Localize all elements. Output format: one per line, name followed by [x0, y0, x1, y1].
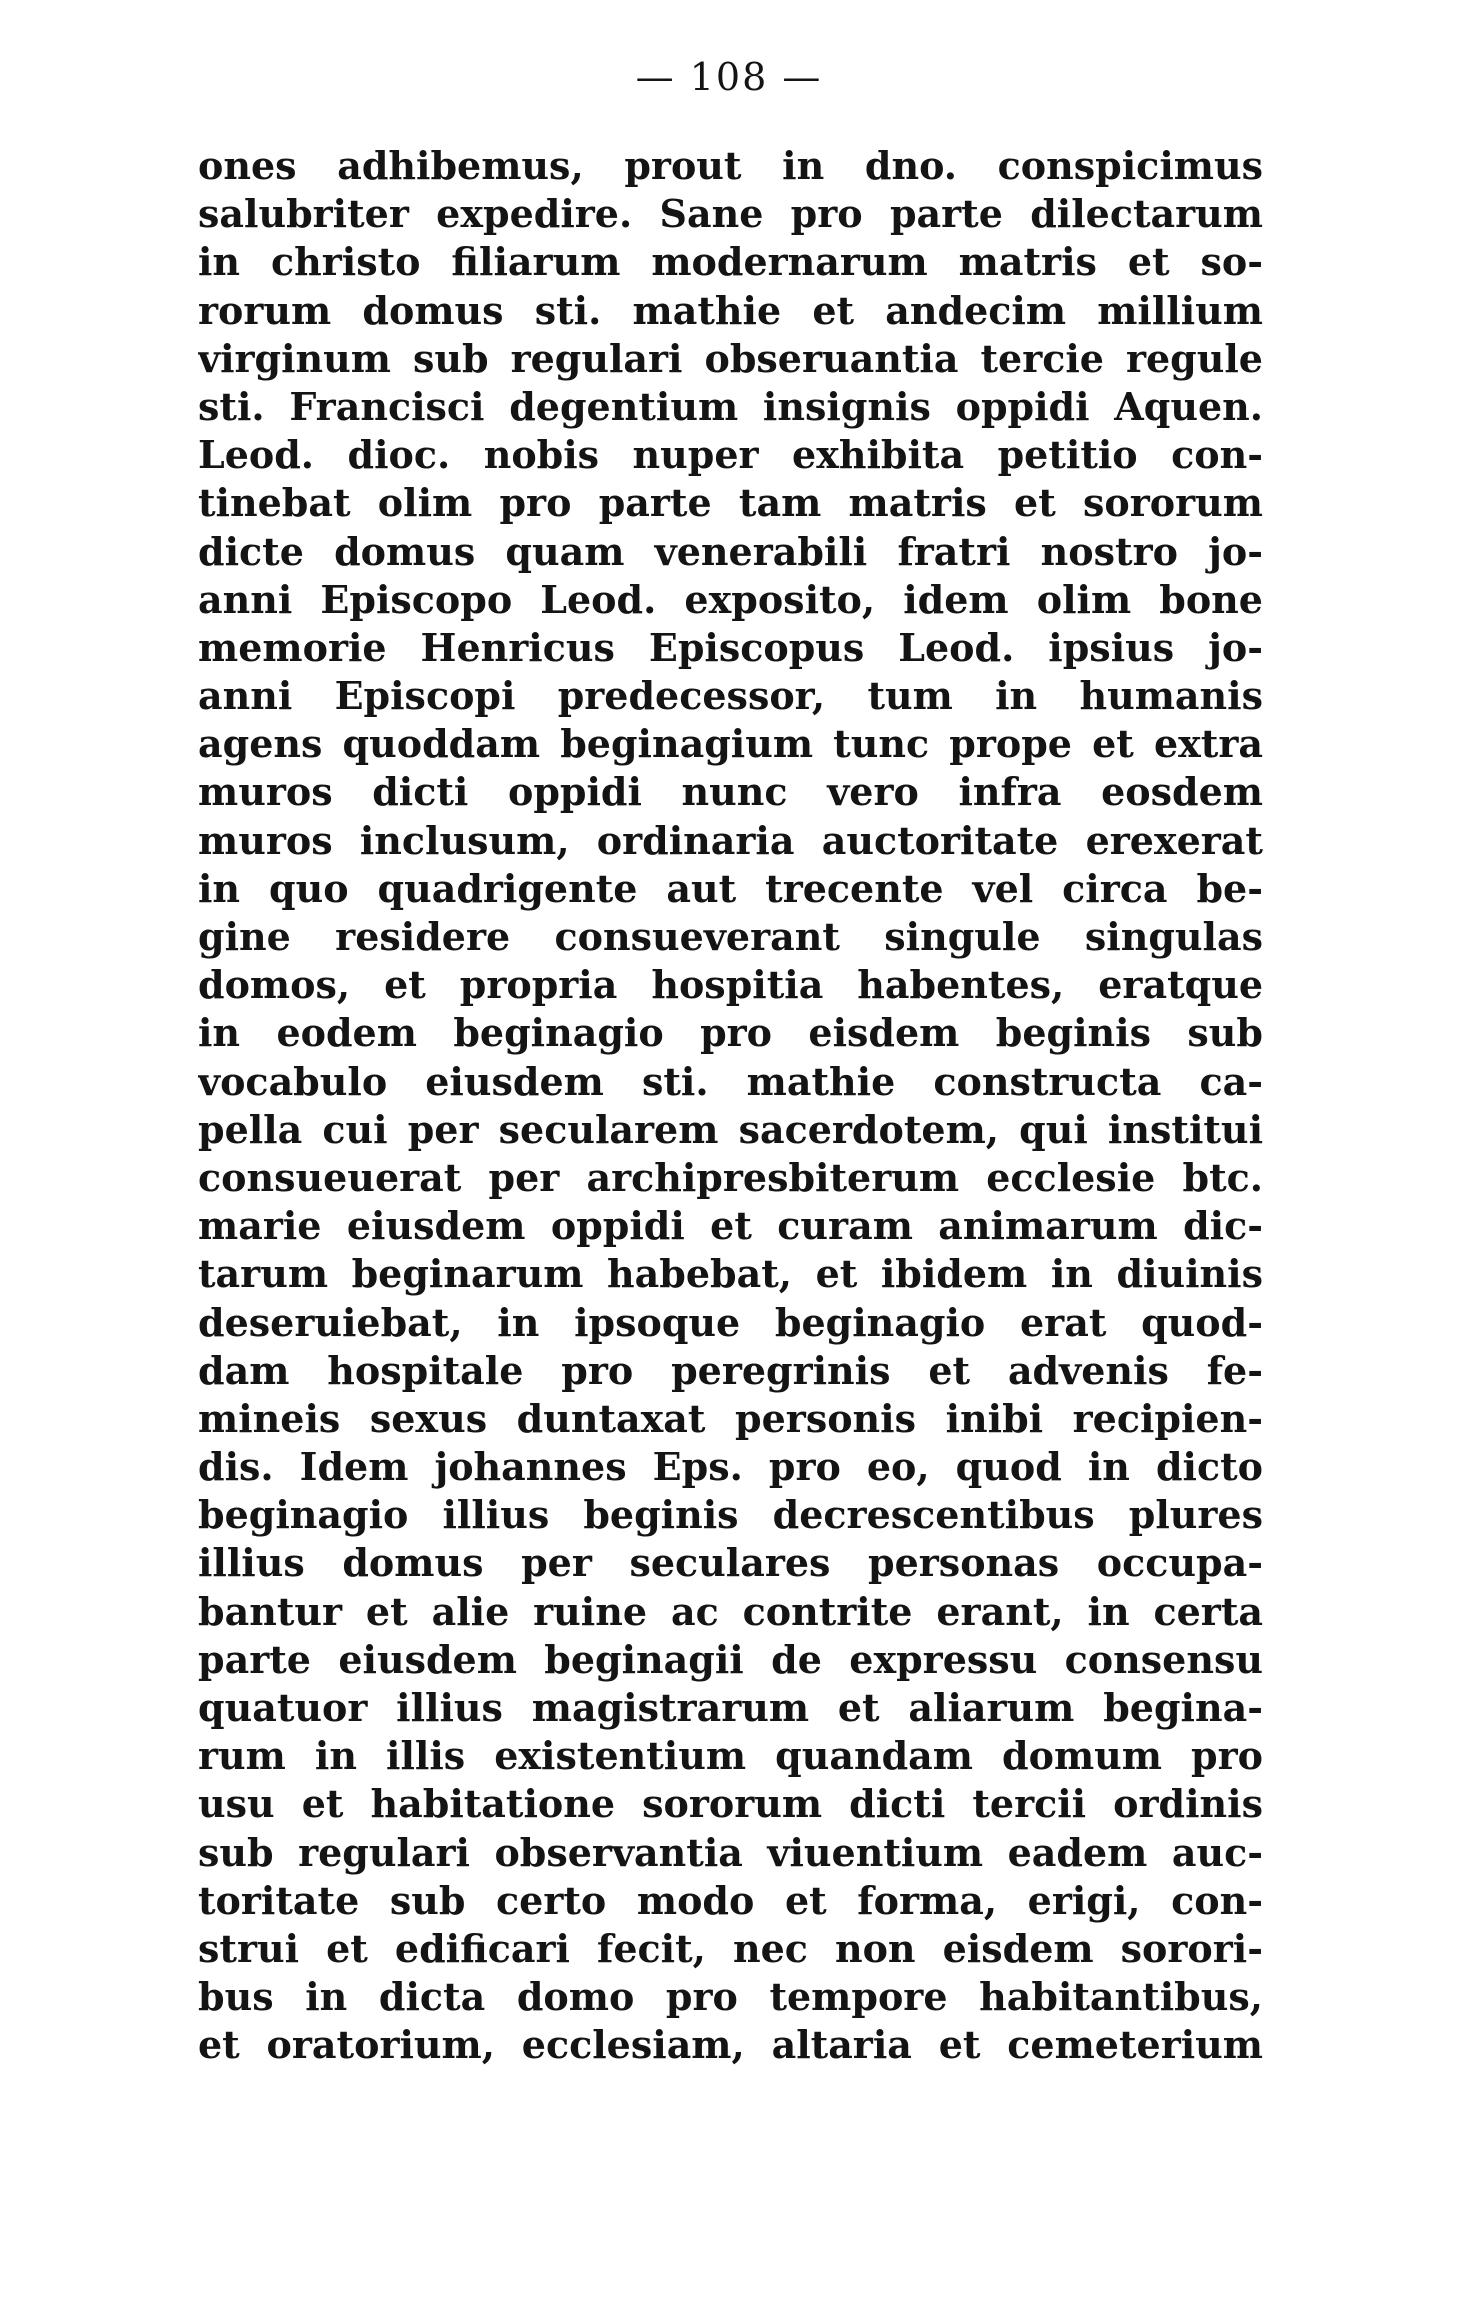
text-line: strui et edificari fecit, nec non eisdem sorori-	[198, 1925, 1263, 1971]
text-line: memorie Henricus Episcopus Leod. ipsius jo-	[198, 624, 1263, 670]
text-line: dam hospitale pro peregrinis et advenis fe-	[198, 1347, 1263, 1393]
text-line: salubriter expedire. Sane pro parte dilectarum	[198, 191, 1263, 237]
text-line: Leod. dioc. nobis nuper exhibita petitio con-	[198, 432, 1263, 478]
text-line: bantur et alie ruine ac contrite erant, in certa	[198, 1588, 1263, 1634]
text-line: et oratorium, ecclesiam, altaria et cemeterium	[198, 2022, 1263, 2068]
text-line: illius domus per seculares personas occupa-	[198, 1540, 1263, 1586]
body-text	[198, 142, 1263, 2070]
text-line: ones adhibemus, prout in dno. conspicimus	[198, 143, 1263, 188]
text-line: virginum sub regulari obseruantia tercie regule	[198, 335, 1263, 381]
text-line: gine residere consueverant singule singulas	[198, 914, 1263, 959]
text-line: mineis sexus duntaxat personis inibi recipien-	[198, 1395, 1263, 1441]
text-line: parte eiusdem beginagii de expressu consensu	[198, 1636, 1263, 1682]
text-line: dicte domus quam venerabili fratri nostro jo-	[198, 528, 1263, 574]
text-line: marie eiusdem oppidi et curam animarum dic-	[198, 1203, 1263, 1249]
text-line: agens quoddam beginagium tunc prope et extra	[198, 721, 1263, 767]
text-line: toritate sub certo modo et forma, erigi, con-	[198, 1877, 1263, 1923]
text-line: pella cui per secularem sacerdotem, qui institui	[198, 1106, 1263, 1152]
text-line: consueuerat per archipresbiterum ecclesie btc.	[198, 1154, 1263, 1200]
text-line: tinebat olim pro parte tam matris et sororum	[198, 480, 1263, 526]
text-line: anni Episcopi predecessor, tum in humanis	[198, 673, 1263, 719]
text-line: in christo filiarum modernarum matris et so-	[198, 239, 1263, 285]
text-line: vocabulo eiusdem sti. mathie constructa ca-	[198, 1058, 1263, 1104]
text-line: usu et habitatione sororum dicti tercii ordinis	[198, 1781, 1263, 1827]
text-line: beginagio illius beginis decrescentibus plures	[198, 1492, 1263, 1538]
text-line: in quo quadrigente aut trecente vel circa be-	[198, 865, 1263, 911]
text-line: bus in dicta domo pro tempore habitantibus,	[198, 1974, 1263, 2020]
text-line: dis. Idem johannes Eps. pro eo, quod in dicto	[198, 1444, 1263, 1490]
text-line: tarum beginarum habebat, et ibidem in diuinis	[198, 1251, 1263, 1297]
text-line: in eodem beginagio pro eisdem beginis sub	[198, 1010, 1263, 1056]
text-line: sti. Francisci degentium insignis oppidi Aquen.	[198, 383, 1263, 429]
page-number: — 108 —	[635, 55, 823, 99]
text-line: anni Episcopo Leod. exposito, idem olim bone	[198, 576, 1263, 622]
text-line: muros inclusum, ordinaria auctoritate erexerat	[198, 817, 1263, 863]
text-line: rorum domus sti. mathie et andecim millium	[198, 287, 1263, 333]
text-line: quatuor illius magistrarum et aliarum begina-	[198, 1685, 1263, 1730]
text-line: rum in illis existentium quandam domum pro	[198, 1733, 1263, 1779]
text-line: deseruiebat, in ipsoque beginagio erat quod-	[198, 1299, 1263, 1345]
text-line: domos, et propria hospitia habentes, eratque	[198, 962, 1263, 1008]
text-line: muros dicti oppidi nunc vero infra eosdem	[198, 769, 1263, 815]
text-line: sub regulari observantia viuentium eadem auc-	[198, 1829, 1263, 1875]
